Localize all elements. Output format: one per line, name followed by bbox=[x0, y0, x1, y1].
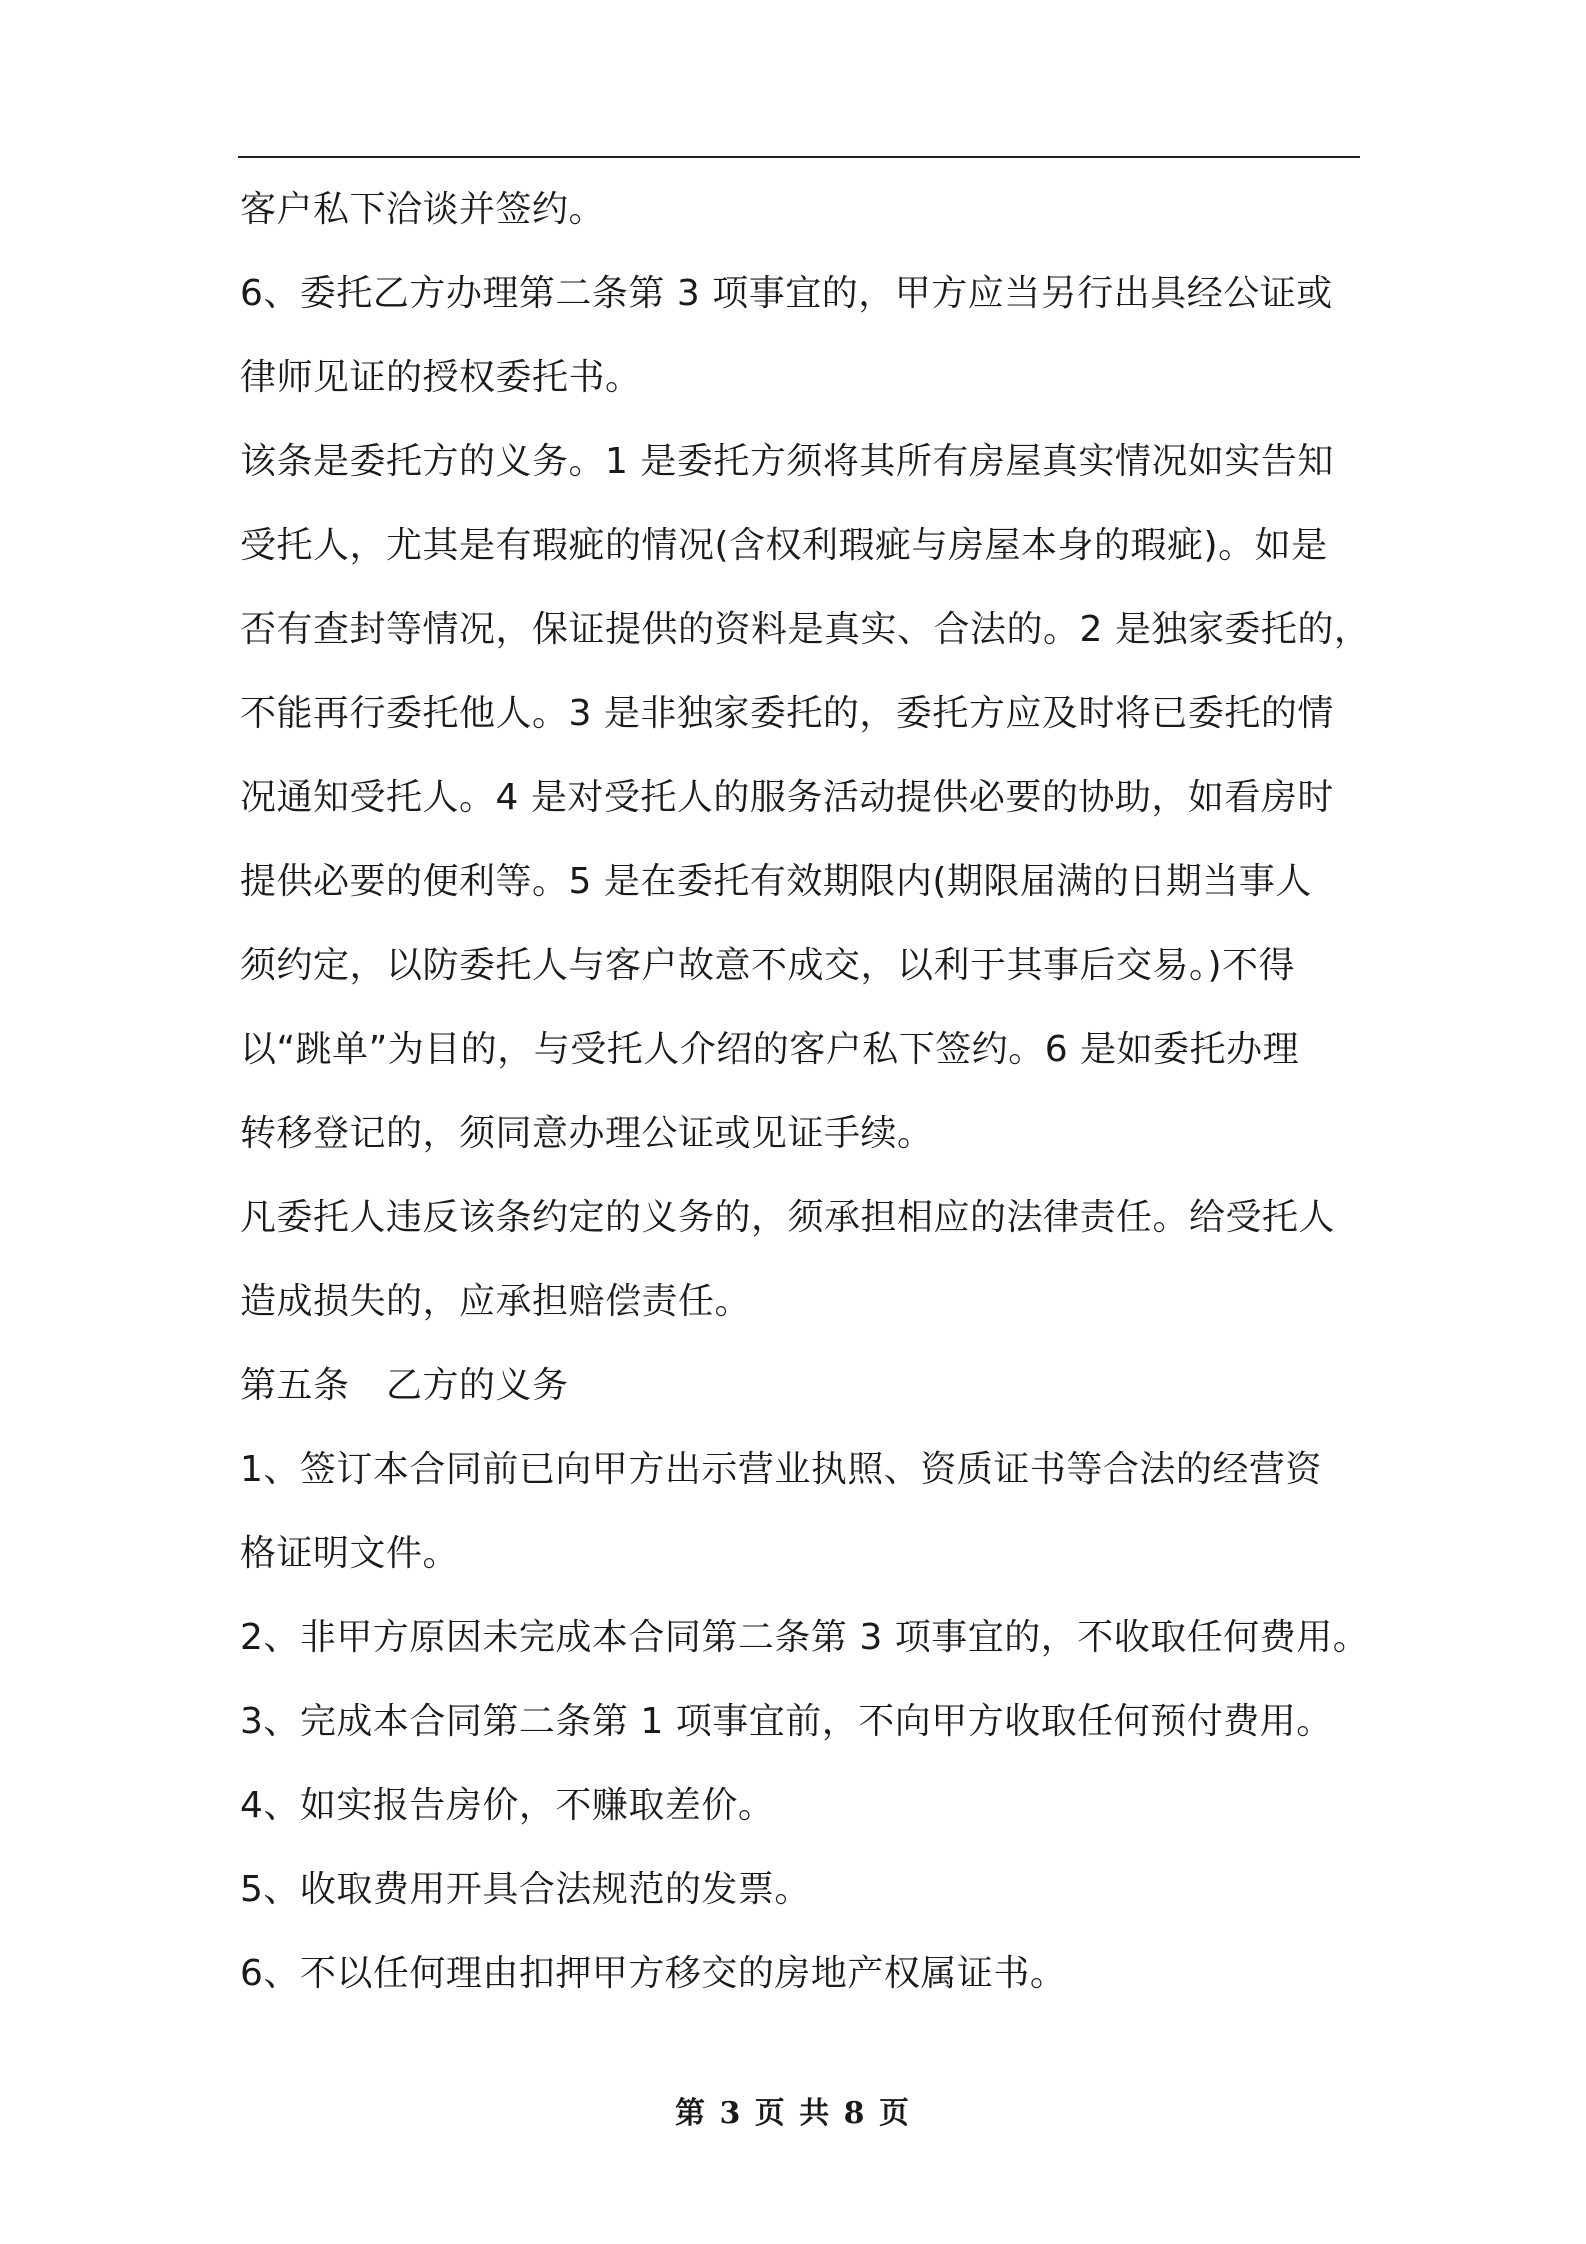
document-body bbox=[240, 168, 1370, 2016]
text-line: 律师见证的授权委托书。 bbox=[240, 357, 642, 398]
text-line: 须约定，以防委托人与客户故意不成交，以利于其事后交易。)不得 bbox=[240, 945, 1296, 986]
text-line: 受托人，尤其是有瑕疵的情况(含权利瑕疵与房屋本身的瑕疵)。如是 bbox=[240, 525, 1328, 566]
text-line: 格证明文件。 bbox=[240, 1533, 460, 1574]
text-line: 2、非甲方原因未完成本合同第二条第 3 项事宜的，不收取任何费用。 bbox=[240, 1617, 1370, 1658]
text-line: 造成损失的，应承担赔偿责任。 bbox=[240, 1281, 752, 1322]
page-number: 第 3 页 共 8 页 bbox=[675, 2096, 911, 2131]
text-line: 6、不以任何理由扣押甲方移交的房地产权属证书。 bbox=[240, 1953, 1067, 1994]
text-line: 6、委托乙方办理第二条第 3 项事宜的，甲方应当另行出具经公证或 bbox=[240, 273, 1333, 314]
text-line: 转移登记的，须同意办理公证或见证手续。 bbox=[240, 1113, 934, 1154]
text-line: 4、如实报告房价，不赚取差价。 bbox=[240, 1785, 775, 1826]
header-rule bbox=[238, 156, 1360, 158]
text-line: 3、完成本合同第二条第 1 项事宜前，不向甲方收取任何预付费用。 bbox=[240, 1701, 1333, 1742]
text-line: 以“跳单”为目的，与受托人介绍的客户私下签约。6 是如委托办理 bbox=[240, 1029, 1300, 1070]
text-line: 否有查封等情况，保证提供的资料是真实、合法的。2 是独家委托的， bbox=[240, 609, 1371, 650]
text-line: 不能再行委托他人。3 是非独家委托的，委托方应及时将已委托的情 bbox=[240, 693, 1334, 734]
text-line: 该条是委托方的义务。1 是委托方须将其所有房屋真实情况如实告知 bbox=[240, 441, 1334, 482]
text-line: 况通知受托人。4 是对受托人的服务活动提供必要的协助，如看房时 bbox=[240, 777, 1334, 818]
section-heading: 第五条 乙方的义务 bbox=[240, 1365, 569, 1406]
text-line: 1、签订本合同前已向甲方出示营业执照、资质证书等合法的经营资 bbox=[240, 1449, 1322, 1490]
text-line: 提供必要的便利等。5 是在委托有效期限内(期限届满的日期当事人 bbox=[240, 861, 1312, 902]
text-line: 客户私下洽谈并签约。 bbox=[240, 189, 606, 230]
text-line: 5、收取费用开具合法规范的发票。 bbox=[240, 1869, 811, 1910]
text-line: 凡委托人违反该条约定的义务的，须承担相应的法律责任。给受托人 bbox=[240, 1197, 1336, 1238]
